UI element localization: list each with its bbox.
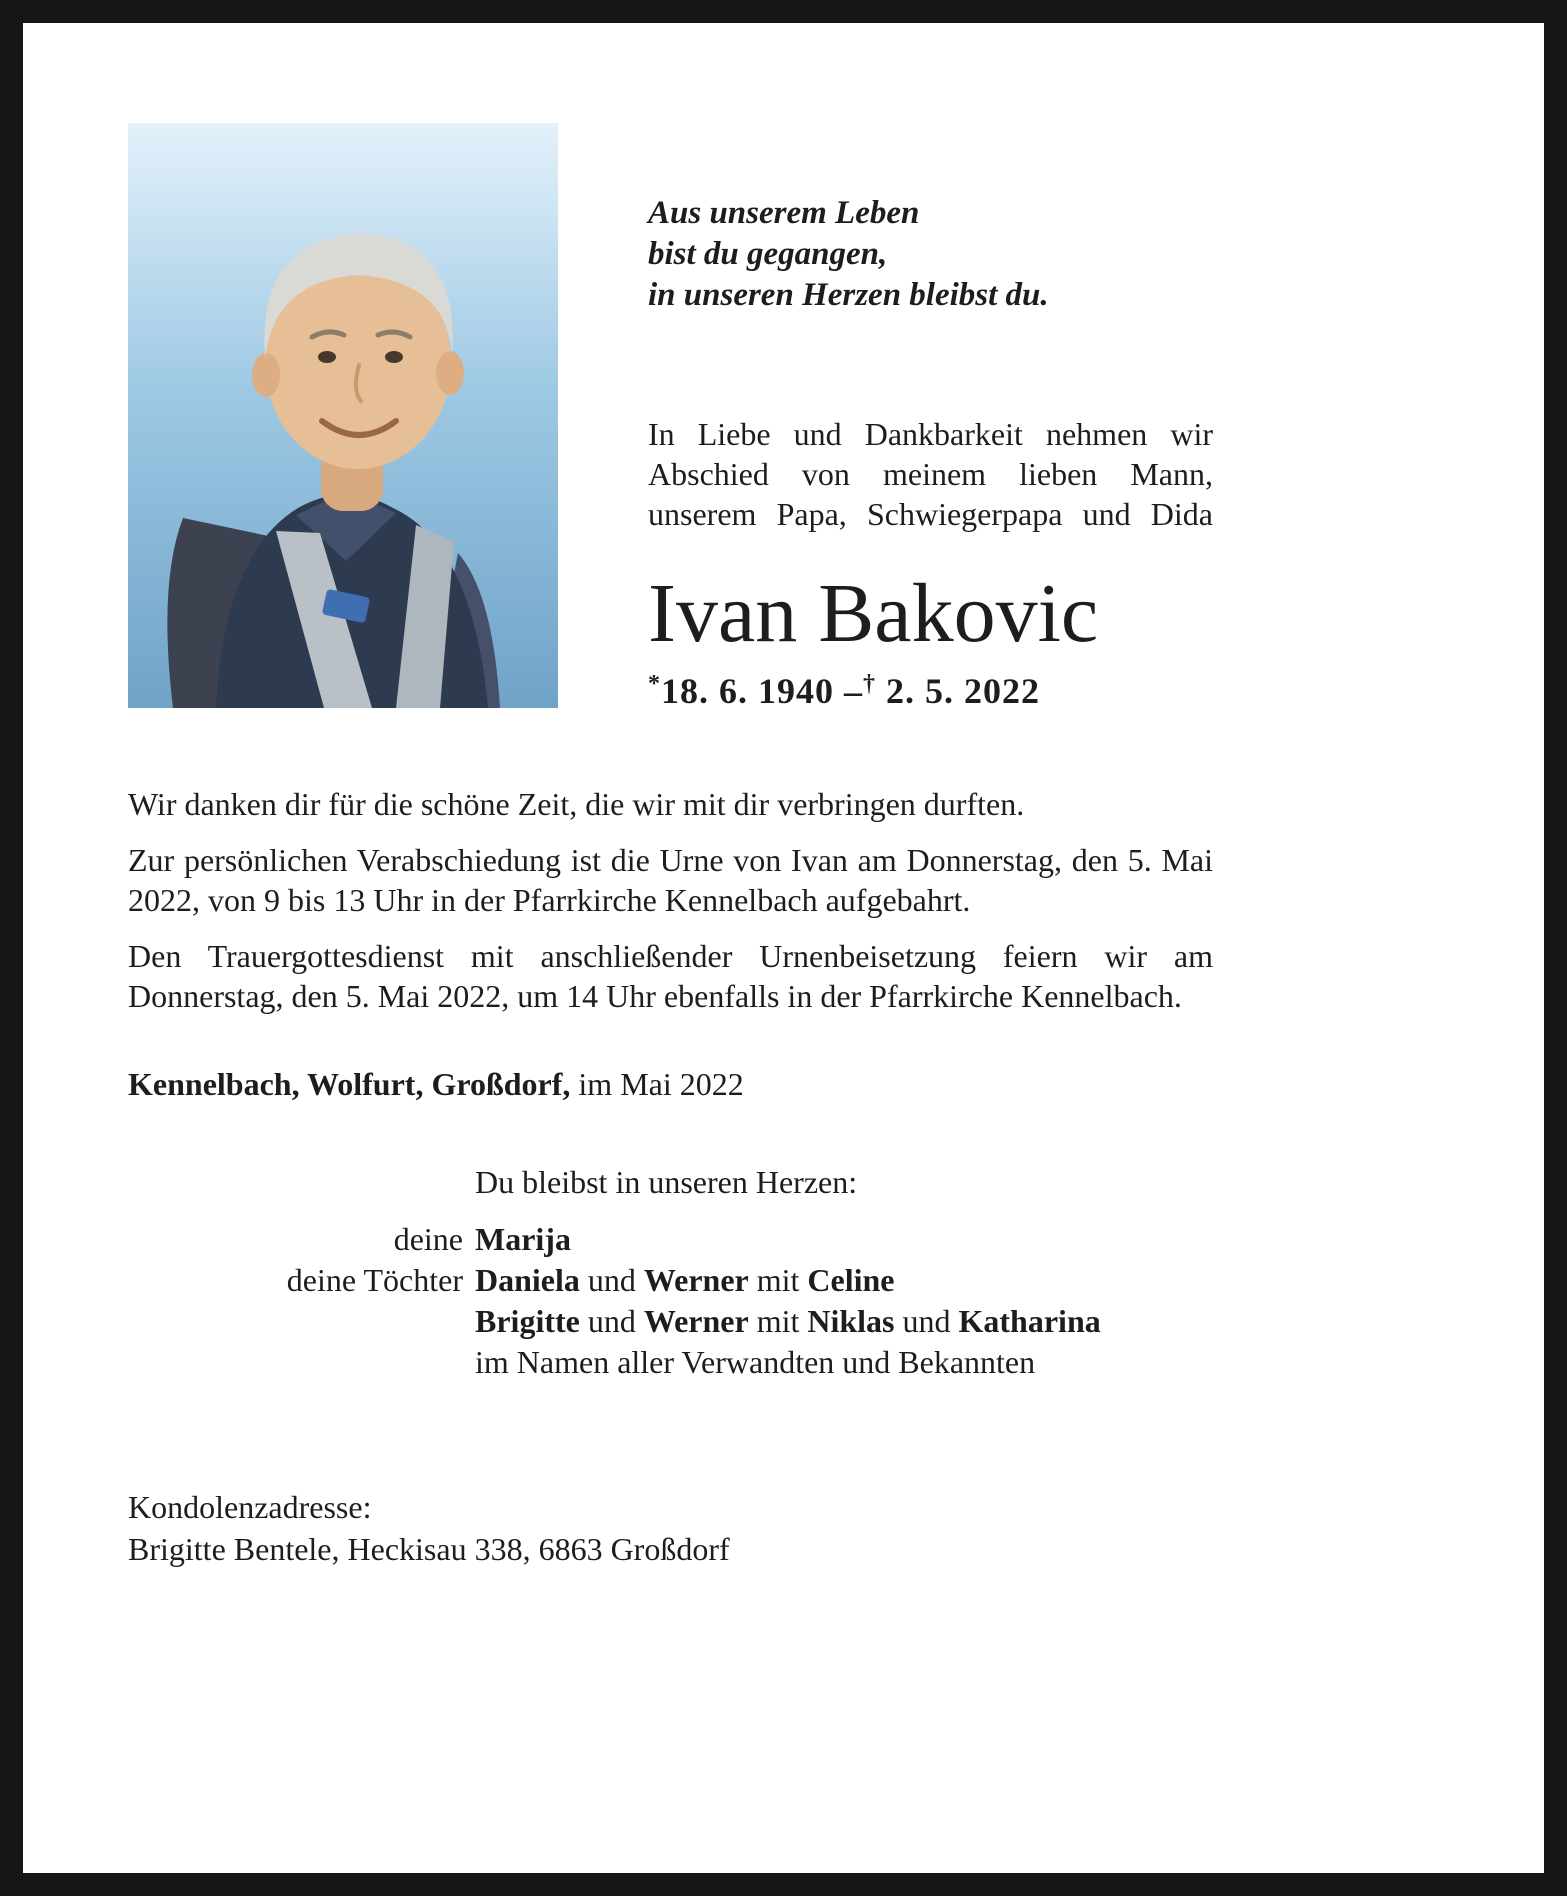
family-name: Katharina	[958, 1303, 1101, 1339]
right-column	[648, 123, 1213, 712]
family-row-names	[475, 1260, 1213, 1300]
portrait-photo	[128, 123, 558, 708]
deceased-name: Ivan Bakovic	[648, 567, 1099, 660]
family-conjunction: und	[579, 1262, 644, 1298]
epigraph-line: Aus unserem Leben	[648, 195, 920, 231]
family-conjunction: mit	[748, 1262, 808, 1298]
family-row-names	[475, 1219, 1213, 1259]
signature-places: Kennelbach, Wolfurt, Großdorf,	[128, 1066, 571, 1102]
epigraph-line: in unseren Herzen bleibst du.	[648, 277, 1049, 313]
condolence-block	[128, 1486, 1213, 1570]
portrait-photo-illustration	[128, 123, 558, 708]
dates-separator: –	[844, 671, 863, 711]
epigraph-line: bist du gegangen,	[648, 236, 888, 272]
family-row-label: deine Töchter	[286, 1262, 463, 1298]
family-name: Daniela	[475, 1262, 580, 1298]
page-content	[23, 23, 1213, 1570]
body-text	[128, 784, 1213, 1016]
family-conjunction: und	[579, 1303, 644, 1339]
family-name: Marija	[475, 1221, 571, 1257]
signature-date: im Mai 2022	[578, 1066, 744, 1102]
top-section	[128, 123, 1213, 712]
death-date: 2. 5. 2022	[886, 671, 1040, 711]
family-row-label: deine	[393, 1221, 463, 1257]
family-block	[128, 1162, 1213, 1382]
condolence-address: Brigitte Bentele, Heckisau 338, 6863 Großdorf	[128, 1531, 730, 1567]
family-name: Celine	[807, 1262, 895, 1298]
intro-text: In Liebe und Dankbarkeit nehmen wir Abschied von meinem lieben Mann, unserem Papa, Schwiegerpapa und Dida	[648, 416, 1213, 532]
family-name: Brigitte	[475, 1303, 580, 1339]
birth-symbol-icon: *	[648, 671, 661, 697]
family-name: Werner	[643, 1303, 749, 1339]
family-heading: Du bleibst in unseren Herzen:	[475, 1164, 858, 1200]
family-row-closing: im Namen aller Verwandten und Bekannten	[475, 1344, 1036, 1380]
paragraph-viewing: Zur persönlichen Verabschiedung ist die Urne von Ivan am Donnerstag, den 5. Mai 2022, von 9 bis 13 Uhr in der Pfarrkirche Kennelbach aufgebahrt.	[128, 842, 1213, 918]
family-conjunction: und	[894, 1303, 959, 1339]
paragraph-thanks: Wir danken dir für die schöne Zeit, die wir mit dir verbringen durften.	[128, 786, 1025, 822]
family-name: Werner	[643, 1262, 749, 1298]
paragraph-service: Den Trauergottesdienst mit anschließender Urnenbeisetzung feiern wir am Donnerstag, den 5. Mai 2022, um 14 Uhr ebenfalls in der Pfarrkirche Kennelbach.	[128, 938, 1213, 1014]
family-conjunction: mit	[748, 1303, 808, 1339]
family-row-label	[128, 1342, 463, 1382]
birth-date: 18. 6. 1940	[661, 671, 834, 711]
family-row-label	[128, 1301, 463, 1341]
family-name: Niklas	[807, 1303, 895, 1339]
signature-line	[128, 1064, 1213, 1104]
epigraph	[648, 193, 1213, 316]
life-dates	[648, 670, 1213, 712]
death-symbol-icon: †	[863, 671, 876, 697]
condolence-label: Kondolenzadresse:	[128, 1489, 372, 1525]
family-row-names	[475, 1301, 1213, 1341]
